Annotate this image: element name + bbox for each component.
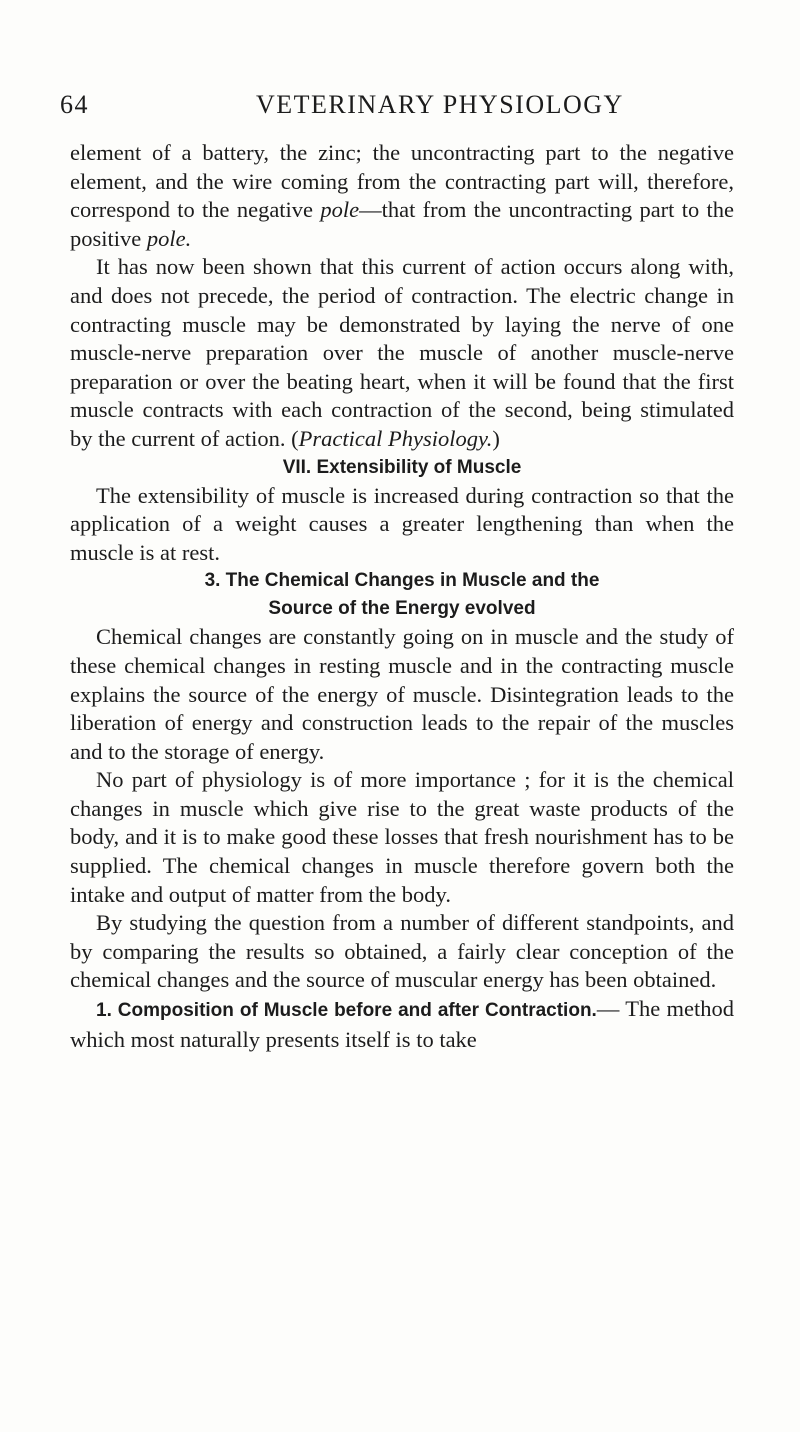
paragraph-battery-poles xyxy=(70,139,734,253)
italic-term-pole: pole. xyxy=(146,225,192,251)
run-in-heading: 1. Composition of Muscle before and after Contraction. xyxy=(96,1000,597,1022)
heading-line: Source of the Energy evolved xyxy=(268,598,536,620)
paragraph-text: ) xyxy=(492,425,500,451)
running-head xyxy=(60,90,740,126)
paragraph-standpoints: By studying the question from a number of different standpoints, and by comparing the results so obtained, a fairly clear conception of the chemical changes and the source of muscular energy has been obtained. xyxy=(70,910,734,993)
section-heading-extensibility: VII. Extensibility of Muscle xyxy=(282,456,522,478)
paragraph-current-of-action xyxy=(70,253,734,453)
heading-line: 3. The Chemical Changes in Muscle and the xyxy=(204,570,600,592)
running-title: VETERINARY PHYSIOLOGY xyxy=(256,90,624,119)
italic-term-pole: pole xyxy=(320,197,360,223)
paragraph-chemical-changes: Chemical changes are constantly going on in muscle and the study of these chemical changes in resting muscle and in the contracting muscle explains the source of the energy of muscle. Disintegration leads to the liberation of energy and construction leads to the repair of the muscles and to the storage of energy. xyxy=(70,624,734,764)
paragraph-importance: No part of physiology is of more importance ; for it is the chemical changes in muscle which give rise to the great waste products of the body, and it is to make good these losses that fresh nourishment has to be supplied. The chemical changes in muscle therefore govern both the intake and output of matter from the body. xyxy=(70,767,734,907)
paragraph-text: element of a battery, the zinc; the uncontracting part to the negative element, and the wire coming from the contracting part will, therefore, correspond to the negative xyxy=(70,140,734,223)
paragraph-composition xyxy=(70,995,734,1054)
italic-reference: Practical Physiology. xyxy=(298,425,493,451)
paragraph-text: It has now been shown that this current of action occurs along with, and does not precede, the period of contraction. The electric change in contracting muscle may be demonstrated by laying the nerve of one muscle-nerve preparation over the muscle of another muscle-nerve preparation or over the beating heart, when it will be found that the first muscle contracts with each contraction of the second, being stimulated by the current of action. ( xyxy=(70,254,734,451)
paragraph-text: — The method which most naturally presents itself is to take xyxy=(70,996,734,1052)
body-text xyxy=(70,139,734,1054)
paragraph-text: —that from the uncontracting part to the positive xyxy=(70,197,734,251)
section-heading-chemical-changes xyxy=(70,567,734,623)
paragraph-extensibility: The extensibility of muscle is increased during contraction so that the application of a weight causes a greater lengthening than when the muscle is at rest. xyxy=(70,482,734,565)
page-number: 64 xyxy=(60,90,89,119)
